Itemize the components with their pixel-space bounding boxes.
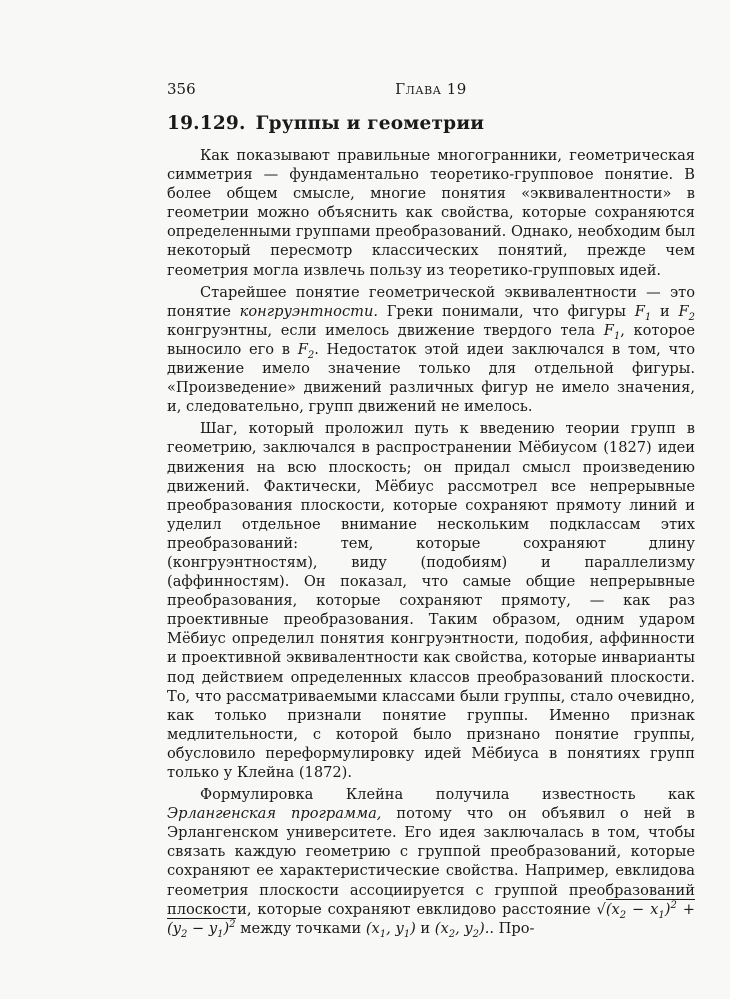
section-number: 19.129.: [167, 113, 246, 134]
text-run: Греки понимали, что фигуры: [378, 302, 635, 320]
page-number: 356: [167, 80, 196, 98]
running-head: [167, 80, 695, 100]
text-run: и: [415, 919, 435, 937]
math-F1: $F_1$: [603, 321, 621, 342]
math-point-2: ($x_2$, $y_2$).: [434, 919, 490, 940]
text-run: , которое выносило его в: [167, 321, 695, 358]
paragraph-3: Шаг, который проложил путь к введению теории групп в геометрию, заключался в распространении Мёбиусом (1827) идеи движения на всю плоскость; он придал смысл произведению движений. Фактически, Мёбиус рассмотрел все непрерывные преобразования плоскости, которые сохраняют прямоту линий и уделил отдельное внимание нескольким подклассам этих преобразований: тем, которые сохраняют длину (конгруэнтностям), виду (подобиям) и параллелизму (аффинностям). Он показал, что самые общие непрерывные преобразования, которые сохраняют прямоту, — как раз проективные преобразования. Таким образом, одним ударом Мёбиус определил понятия конгруэнтности, подобия, аффинности и проективной эквивалентности как свойства, которые инварианты под действием определенных классов преобразований плоскости. То, что рассматриваемыми классами были группы, стало очевидно, как только признали понятие группы. Именно признак медлительности, с которой было признано понятие группы, обусловило переформулировку идей Мёбиуса в понятиях групп только у Клейна (1872).: [167, 420, 695, 781]
section-heading: [167, 113, 695, 134]
math-F1: $F_1$: [634, 302, 652, 323]
text-run: Старейшее понятие геометрической эквивалентности — это понятие: [167, 283, 695, 320]
math-point-1: ($x_1$, $y_1$): [365, 919, 416, 940]
math-euclidean-distance: $√(x_2 - x_1)^2 + (y_2 - y_1)^2$: [167, 899, 695, 940]
section-title: Группы и геометрии: [255, 113, 485, 134]
chapter-title: Глава 19: [395, 80, 467, 98]
text-run: и: [651, 302, 679, 320]
term-congruence: конгруэнтности.: [239, 302, 379, 320]
text-run: . Недостаток этой идеи заключался в том, что движение имело значение только для отдельной фигуры. «Произведение» движений различных фигур не имело значения, и, следовательно, групп движений не имелось.: [167, 340, 695, 416]
text-run: конгруэнтны, если имелось движение твердого тела: [167, 321, 604, 339]
text-run: . Про-: [489, 919, 535, 937]
text-run: потому что он объявил о ней в Эрлангенском университете. Его идея заключалась в том, чтобы связать каждую геометрию с группой преобразований, которые сохраняют ее характеристические свойства. Например, евклидова геометрия плоскости ассоциируется с группой преобразований плоскости, которые сохраняют евклидово расстояние: [167, 805, 695, 918]
text-run: Формулировка Клейна получила известность как: [200, 786, 695, 804]
math-F2: $F_2$: [297, 340, 315, 361]
body-text: [167, 146, 695, 938]
paragraph-4: [167, 785, 695, 938]
text-run: между точками: [235, 919, 366, 937]
paragraph-2: [167, 283, 695, 417]
paragraph-1: Как показывают правильные многогранники, геометрическая симметрия — фундаментально теоретико-групповое понятие. В более общем смысле, многие понятия «эквивалентности» в геометрии можно объяснить как свойства, которые сохраняются определенными группами преобразований. Однако, необходим был некоторый пересмотр классических понятий, прежде чем геометрия могла извлечь пользу из теоретико-групповых идей.: [167, 147, 695, 279]
math-F2: $F_2$: [678, 302, 696, 323]
term-erlangen-program: Эрлангенская программа,: [167, 805, 382, 823]
